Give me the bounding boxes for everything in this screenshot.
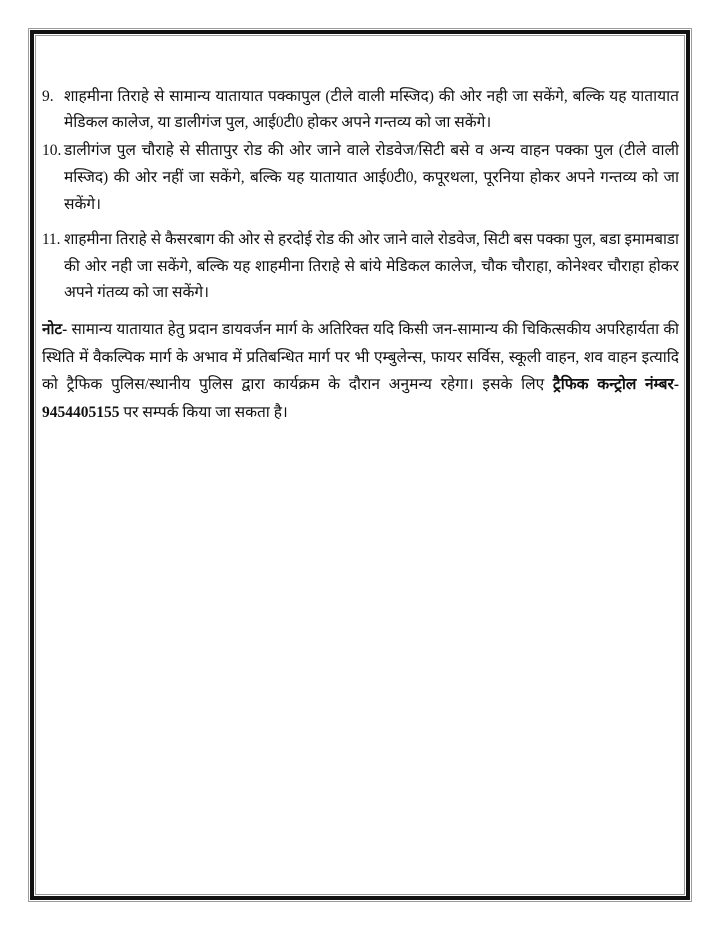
- note-text-3: को ट्रैफिक पुलिस/स्थानीय पुलिस द्वारा कार्यक्रम के दौरान अनुमन्य रहेगा। इसके लिए: [42, 376, 545, 393]
- list-item-11-line-1: [42, 227, 679, 253]
- note-line-1: [42, 317, 679, 343]
- note-line-4: [42, 400, 679, 426]
- item-text: शाहमीना तिराहे से सामान्य यातायात पक्कापुल (टीले वाली मस्जिद) की ओर नही जा सकेंगे, बल्कि यह यातायात: [64, 88, 679, 105]
- item-text: डालीगंज पुल चौराहे से सीतापुर रोड की ओर जाने वाले रोडवेज/सिटी बसे व अन्य वाहन पक्का पुल (टीले वाली: [64, 142, 679, 159]
- item-number: 9.: [42, 88, 54, 105]
- list-item-10-line-1: [42, 138, 679, 164]
- list-item-11-line-3: अपने गंतव्य को जा सकेंगे।: [64, 284, 210, 301]
- item-text: शाहमीना तिराहे से कैसरबाग की ओर से हरदोई रोड की ओर जाने वाले रोडवेज, सिटी बस पक्का पुल, बडा इमामबाडा: [64, 231, 679, 248]
- list-item-9-line-2: मेडिकल कालेज, या डालीगंज पुल, आई0टी0 होकर अपने गन्तव्य को जा सकेंगे।: [64, 114, 492, 131]
- list-item-11-line-2: की ओर नही जा सकेंगे, बल्कि यह शाहमीना तिराहे से बांये मेडिकल कालेज, चौक चौराहा, कोनेश्वर चौराहा होकर: [64, 258, 679, 275]
- note-text-1: सामान्य यातायात हेतु प्रदान डायवर्जन मार्ग के अतिरिक्त यदि किसी जन-सामान्य की चिकित्सकीय अपरिहार्यता की: [71, 321, 679, 338]
- note-label: नोट-: [42, 321, 68, 338]
- note-line-2: स्थिति में वैकल्पिक मार्ग के अभाव में प्रतिबन्धित मार्ग पर भी एम्बुलेन्स, फायर सर्विस, स्कूली वाहन, शव वाहन इत्यादि: [42, 349, 679, 366]
- item-number: 10.: [42, 142, 62, 159]
- list-item-9-line-1: [42, 84, 679, 110]
- page-border-inner: [35, 35, 685, 895]
- item-number: 11.: [42, 231, 61, 248]
- traffic-control-label: ट्रैफिक कन्ट्रोल नंम्बर-: [552, 376, 679, 393]
- list-item-10-line-3: सकेंगे।: [64, 196, 101, 213]
- list-item-10-line-2: मस्जिद) की ओर नहीं जा सकेंगे, बल्कि यह यातायात आई0टी0, कपूरथला, पूरनिया होकर अपने गन्तव्य को जा: [64, 169, 679, 186]
- traffic-control-number: 9454405155: [42, 404, 120, 421]
- note-line-3: [42, 372, 679, 398]
- note-text-4: पर सम्पर्क किया जा सकता है।: [123, 404, 288, 421]
